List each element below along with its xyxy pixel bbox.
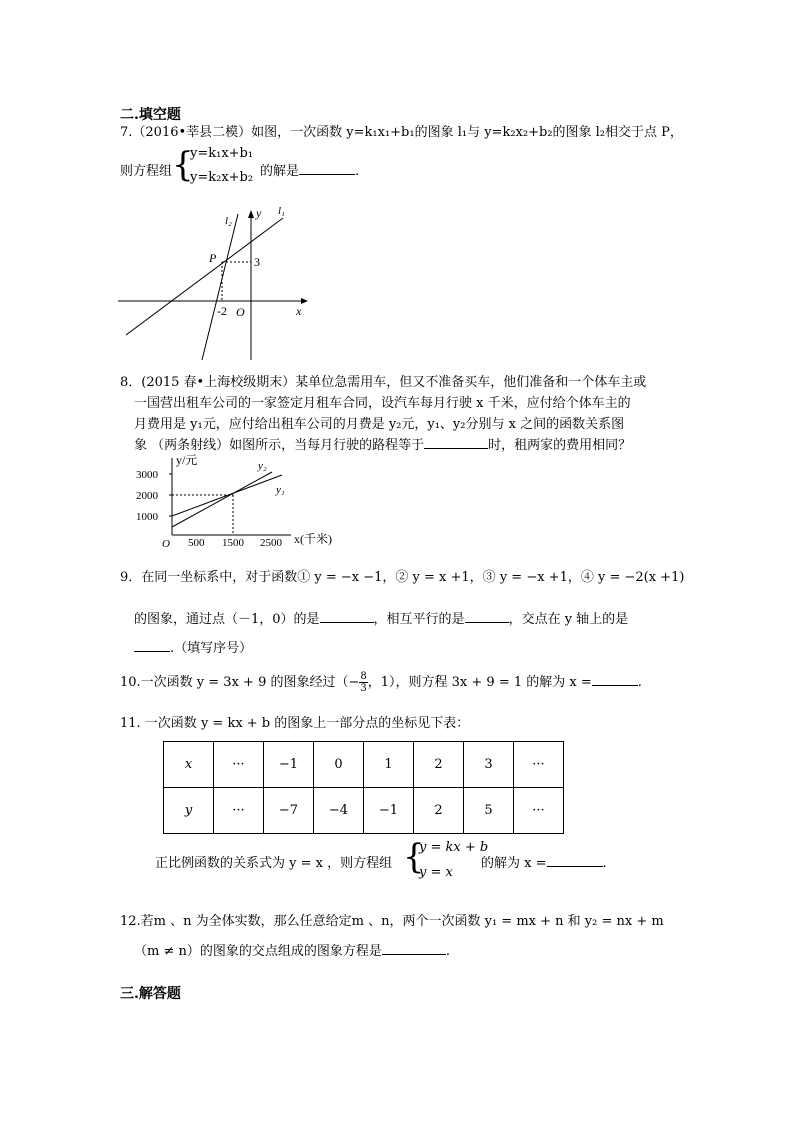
q11-end: . xyxy=(602,856,607,871)
q9-blank-1 xyxy=(320,610,374,623)
table-cell: −7 xyxy=(264,788,314,834)
q8-series-label-y2: y₂ xyxy=(258,460,267,472)
q11-table xyxy=(163,741,564,834)
q11-eq1: y = kx + b xyxy=(419,840,489,855)
q7-brace: { xyxy=(172,145,194,185)
q7-eq1: y=k₁x+b₁ xyxy=(190,146,254,161)
table-cell: ··· xyxy=(514,788,564,834)
q11-answer-blank xyxy=(547,854,603,867)
q9-line3: .（填写序号） xyxy=(170,641,253,656)
q8-chart xyxy=(136,452,356,550)
q10-frac-den: 3 xyxy=(360,683,367,694)
q8-xtick-2500: 2500 xyxy=(260,537,282,549)
q7-line-l2 xyxy=(202,214,238,360)
table-row xyxy=(164,788,564,834)
q12-line2a: （m ≠ n）的图象的交点组成的图象方程是 xyxy=(134,944,382,959)
q10-middle: ，1），则方程 3x + 9 = 1 的解为 x = xyxy=(367,675,592,690)
q8-answer-blank xyxy=(424,436,488,449)
q8-ytick-3000: 3000 xyxy=(136,469,158,481)
q11-eq2: y = x xyxy=(419,865,453,880)
q7-prefix: 则方程组 xyxy=(120,164,173,179)
q9-blank-2 xyxy=(465,610,509,623)
table-cell: 3 xyxy=(464,742,514,788)
q7-label-l1: l₁ xyxy=(278,205,285,217)
q7-tick-3: 3 xyxy=(254,255,260,269)
q9-blank-3 xyxy=(134,639,170,652)
q8-line2: 一国营出租车公司的一家签定月租车合同，设汽车每月行驶 x 千米，应付给个体车主的 xyxy=(134,396,631,411)
q8-line4a: 象 （两条射线）如图所示，当每月行驶的路程等于 xyxy=(134,438,425,453)
q8-origin: O xyxy=(162,538,170,550)
q8-line4b: 时，租两家的费用相同？ xyxy=(488,438,632,453)
table-cell: 0 xyxy=(314,742,364,788)
table-cell: −4 xyxy=(314,788,364,834)
q11-table-wrap xyxy=(163,741,564,834)
q10-end: . xyxy=(637,675,642,690)
q7-tick-neg2: -2 xyxy=(217,304,227,318)
q12-line2b: . xyxy=(445,944,450,959)
q8-line1: 8．(2015 春•上海校级期末）某单位急需用车，但又不准备买车，他们准备和一个体车主或 xyxy=(120,375,647,390)
q7-line-l1 xyxy=(126,218,283,335)
q8-ytick-1000: 1000 xyxy=(136,511,158,523)
table-cell: 1 xyxy=(364,742,414,788)
q12-answer-blank xyxy=(382,942,446,955)
q8-series-label-y1: y₁ xyxy=(276,484,285,496)
q11-line1: 11. 一次函数 y = kx + b 的图象上一部分点的坐标见下表： xyxy=(120,716,470,731)
q10-fraction xyxy=(359,671,367,694)
q7-answer-blank xyxy=(299,162,355,175)
table-cell: 5 xyxy=(464,788,514,834)
q12-line1: 12.若m 、n 为全体实数，那么任意给定m 、n，两个一次函数 y₁ = mx + n 和 y₂ = nx + m xyxy=(120,914,664,929)
table-row xyxy=(164,742,564,788)
q8-series-y2 xyxy=(172,472,272,527)
q7-label-p: P xyxy=(209,251,217,265)
table-cell: −1 xyxy=(364,788,414,834)
q7-y-arrow xyxy=(248,210,254,218)
q7-graph xyxy=(118,200,318,365)
q8-xtick-500: 500 xyxy=(188,537,205,549)
q7-eq2: y=k₂x+b₂ xyxy=(190,170,254,185)
q10-row xyxy=(120,668,642,698)
q7-x-arrow xyxy=(301,298,308,304)
q7-end: . xyxy=(355,164,360,179)
q8-line3: 月费用是 y₁元，应付给出租车公司的月费是 y₂元，y₁、y₂分别与 x 之间的函数关系图 xyxy=(134,417,625,432)
q7-label-y: y xyxy=(256,206,262,220)
q9-line2b: ，相互平行的是 xyxy=(373,612,465,627)
q7-label-x: x xyxy=(296,304,302,318)
table-cell: x xyxy=(164,742,214,788)
section-title-fill: 二.填空题 xyxy=(120,107,181,123)
table-cell: 2 xyxy=(414,788,464,834)
q7-suffix: 的解是 xyxy=(260,164,300,179)
q8-xlabel: x(千米) xyxy=(294,532,332,546)
q11-after-prefix: 正比例函数的关系式为 y = x ，则方程组 xyxy=(155,856,393,871)
q10-answer-blank xyxy=(592,673,638,686)
section-title-answer: 三.解答题 xyxy=(120,986,181,1002)
table-cell: ··· xyxy=(214,742,264,788)
q9-line1: 9．在同一坐标系中，对于函数① y = −x −1，② y = x +1，③ y = −x +1，④ y = −2(x +1) xyxy=(120,570,685,585)
table-cell: 2 xyxy=(414,742,464,788)
q9-line2a: 的图象，通过点（－1，0）的是 xyxy=(134,612,320,627)
q8-ytick-2000: 2000 xyxy=(136,490,158,502)
q8-ylabel: y/元 xyxy=(176,453,198,467)
table-cell: ··· xyxy=(214,788,264,834)
table-cell: ··· xyxy=(514,742,564,788)
q8-xtick-1500: 1500 xyxy=(222,537,244,549)
q11-brace: { xyxy=(403,837,425,877)
q7-label-l2: l₂ xyxy=(225,215,232,227)
q9-line2c: ，交点在 y 轴上的是 xyxy=(508,612,629,627)
q10-frac-num: 8 xyxy=(360,671,367,682)
table-cell: y xyxy=(164,788,214,834)
q10-prefix: 10.一次函数 y = 3x + 9 的图象经过（− xyxy=(120,675,360,690)
q11-after-suffix: 的解为 x = xyxy=(481,856,547,871)
q11-system xyxy=(155,838,635,888)
q7-line1: 7.（2016•莘县二模）如图，一次函数 y=k₁x₁+b₁的图象 l₁与 y=k₂x₂+b₂的图象 l₂相交于点 P， xyxy=(120,125,683,140)
q7-label-origin: O xyxy=(236,305,245,319)
table-cell: −1 xyxy=(264,742,314,788)
